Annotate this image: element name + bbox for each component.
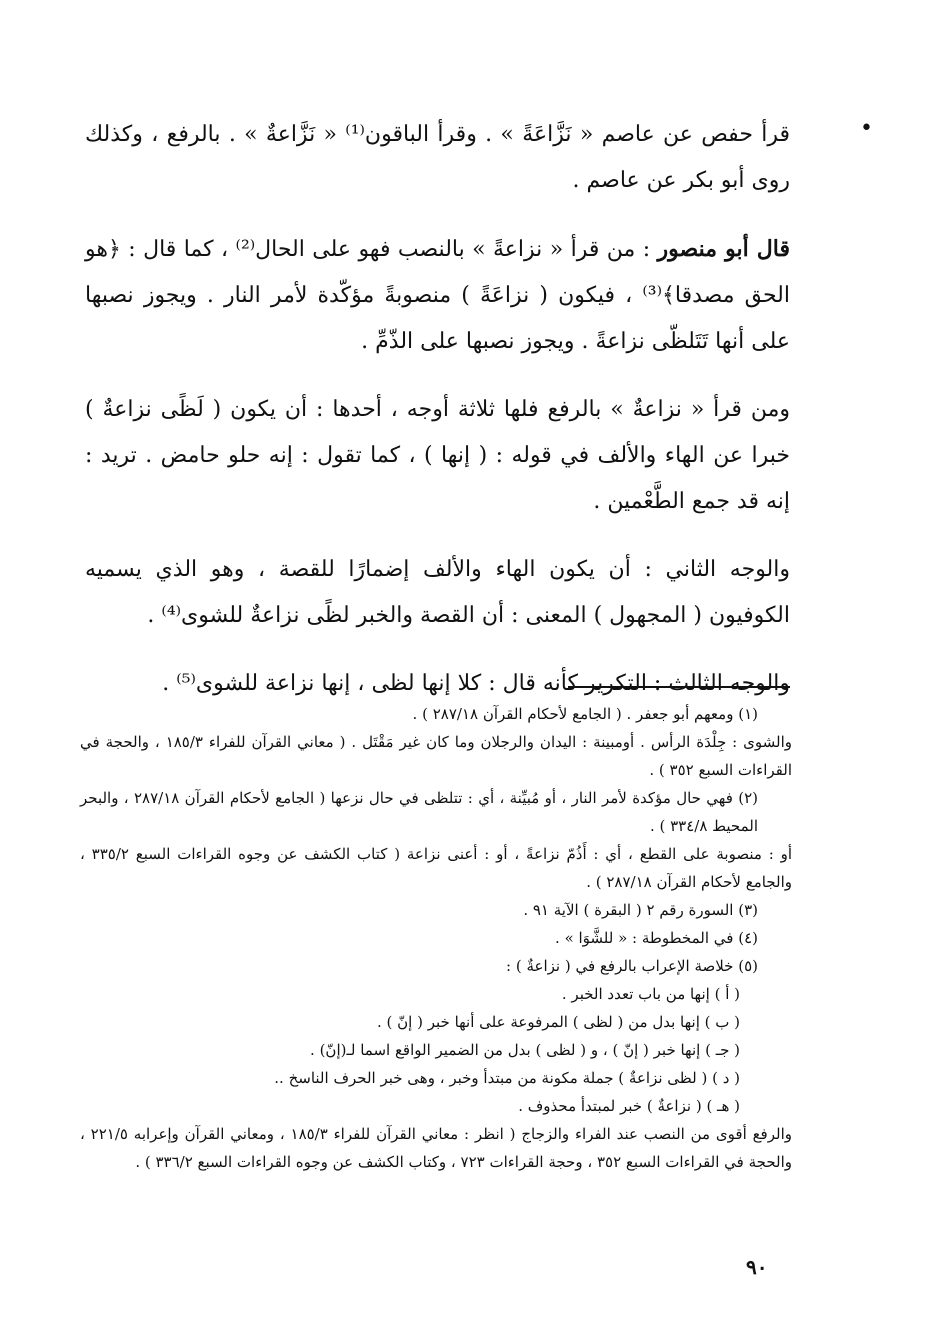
paragraph-5: والوجه الثالث : التكرير كأنه قال : كلا إنها لظى ، إنها نزاعة للشوى⁽⁵⁾ . (162, 671, 790, 696)
footnote: (٢) فهي حال مؤكدة لأمر النار ، أو مُبيِّنة ، أي : تتلظى في حال نزعها ( الجامع لأحكام القرآن ٢٨٧/١٨ ، والبحر المحيط ٣٣٤/٨ ) . (80, 789, 758, 835)
margin-mark: • (860, 116, 873, 141)
footnotes (80, 700, 792, 1176)
footnote: (٣) السورة رقم ٢ ( البقرة ) الآية ٩١ . (523, 901, 758, 919)
footnote: أو : منصوبة على القطع ، أي : أَذُمّ نزاعةً ، أو : أعنى نزاعة ( كتاب الكشف عن وجوه القراءات السبع ٣٣٥/٢ ، والجامع لأحكام القرآن ٢٨٧/١٨ ) . (80, 845, 793, 891)
page-number: ٩٠ (746, 1255, 768, 1279)
footnote-sub-item: ( جـ ) إنها خبر ( إنّ ) ، و ( لظى ) بدل من الضمير الواقع اسما لـ(إنّ) . (310, 1041, 740, 1059)
paragraph-3: ومن قرأ « نزاعةٌ » بالرفع فلها ثلاثة أوجه ، أحدها : أن يكون ( لَظًى نزاعةٌ ) خبرا عن الهاء والألف في قوله : ( إنها ) ، كما تقول : إنه حلو حامض . تريد : إنه قد جمع الطَّعْمين . (85, 397, 790, 514)
footnote-sub-item: ( أ ) إنها من باب تعدد الخبر . (561, 985, 740, 1003)
footnote: (١) ومعهم أبو جعفر . ( الجامع لأحكام القرآن ٢٨٧/١٨ ) . (412, 705, 758, 723)
footnote-sub-item: ( هـ ) ( نزاعةٌ ) خبر لمبتدأ محذوف . (518, 1097, 740, 1115)
footnote: (٤) في المخطوطة : « للشَّوَا » . (555, 929, 758, 947)
paragraph-1: قرأ حفص عن عاصم « نَزَّاعَةً » . وقرأ الباقون⁽¹⁾ « نَزَّاعةٌ » . بالرفع ، وكذلك روى أبو بكر عن عاصم . (85, 122, 790, 193)
footnote-sub-item: ( ب ) إنها بدل من ( لظى ) المرفوعة على أنها خبر ( إنّ ) . (377, 1013, 740, 1031)
paragraph-2: قال أبو منصور : من قرأ « نزاعةً » بالنصب فهو على الحال⁽²⁾ ، كما قال : ﴿هو الحق مصدقا﴾⁽³⁾ ، فيكون ( نزاعَةً ) منصوبةً مؤكّدة لأمر النار . ويجوز نصبها على أنها تَتَلظّى نزاعةً . ويجوز نصبها على الذّمِّ . (85, 236, 790, 354)
main-text (85, 112, 790, 729)
footnote-divider (568, 686, 790, 688)
footnote: والرفع أقوى من النصب عند الفراء والزجاج ( انظر : معاني القرآن للفراء ١٨٥/٣ ، ومعاني القرآن وإعرابه ٢٢١/٥ ، والحجة في القراءات السبع ٣٥٢ ، وحجة القراءات ٧٢٣ ، وكتاب الكشف عن وجوه القراءات السبع ٣٣٦/٢ ) . (80, 1125, 792, 1171)
paragraph-4: والوجه الثاني : أن يكون الهاء والألف إضمارًا للقصة ، وهو الذي يسميه الكوفيون ( المجهول ) المعنى : أن القصة والخبر لظًى نزاعةٌ للشوى⁽⁴⁾ . (85, 557, 790, 628)
speaker-heading: قال أبو منصور (657, 236, 790, 262)
footnote-sub-item: ( د ) ( لظى نزاعةٌ ) جملة مكونة من مبتدأ وخبر ، وهى خبر الحرف الناسخ .. (274, 1069, 740, 1087)
footnote: والشوى : جِلْدَة الرأس . أومبينة : اليدان والرجلان وما كان غير مَقْتَل . ( معاني القرآن للفراء ١٨٥/٣ ، والحجة في القراءات السبع ٣٥٢ ) . (80, 733, 792, 779)
footnote: (٥) خلاصة الإعراب بالرفع في ( نزاعةٌ ) : (506, 957, 758, 975)
